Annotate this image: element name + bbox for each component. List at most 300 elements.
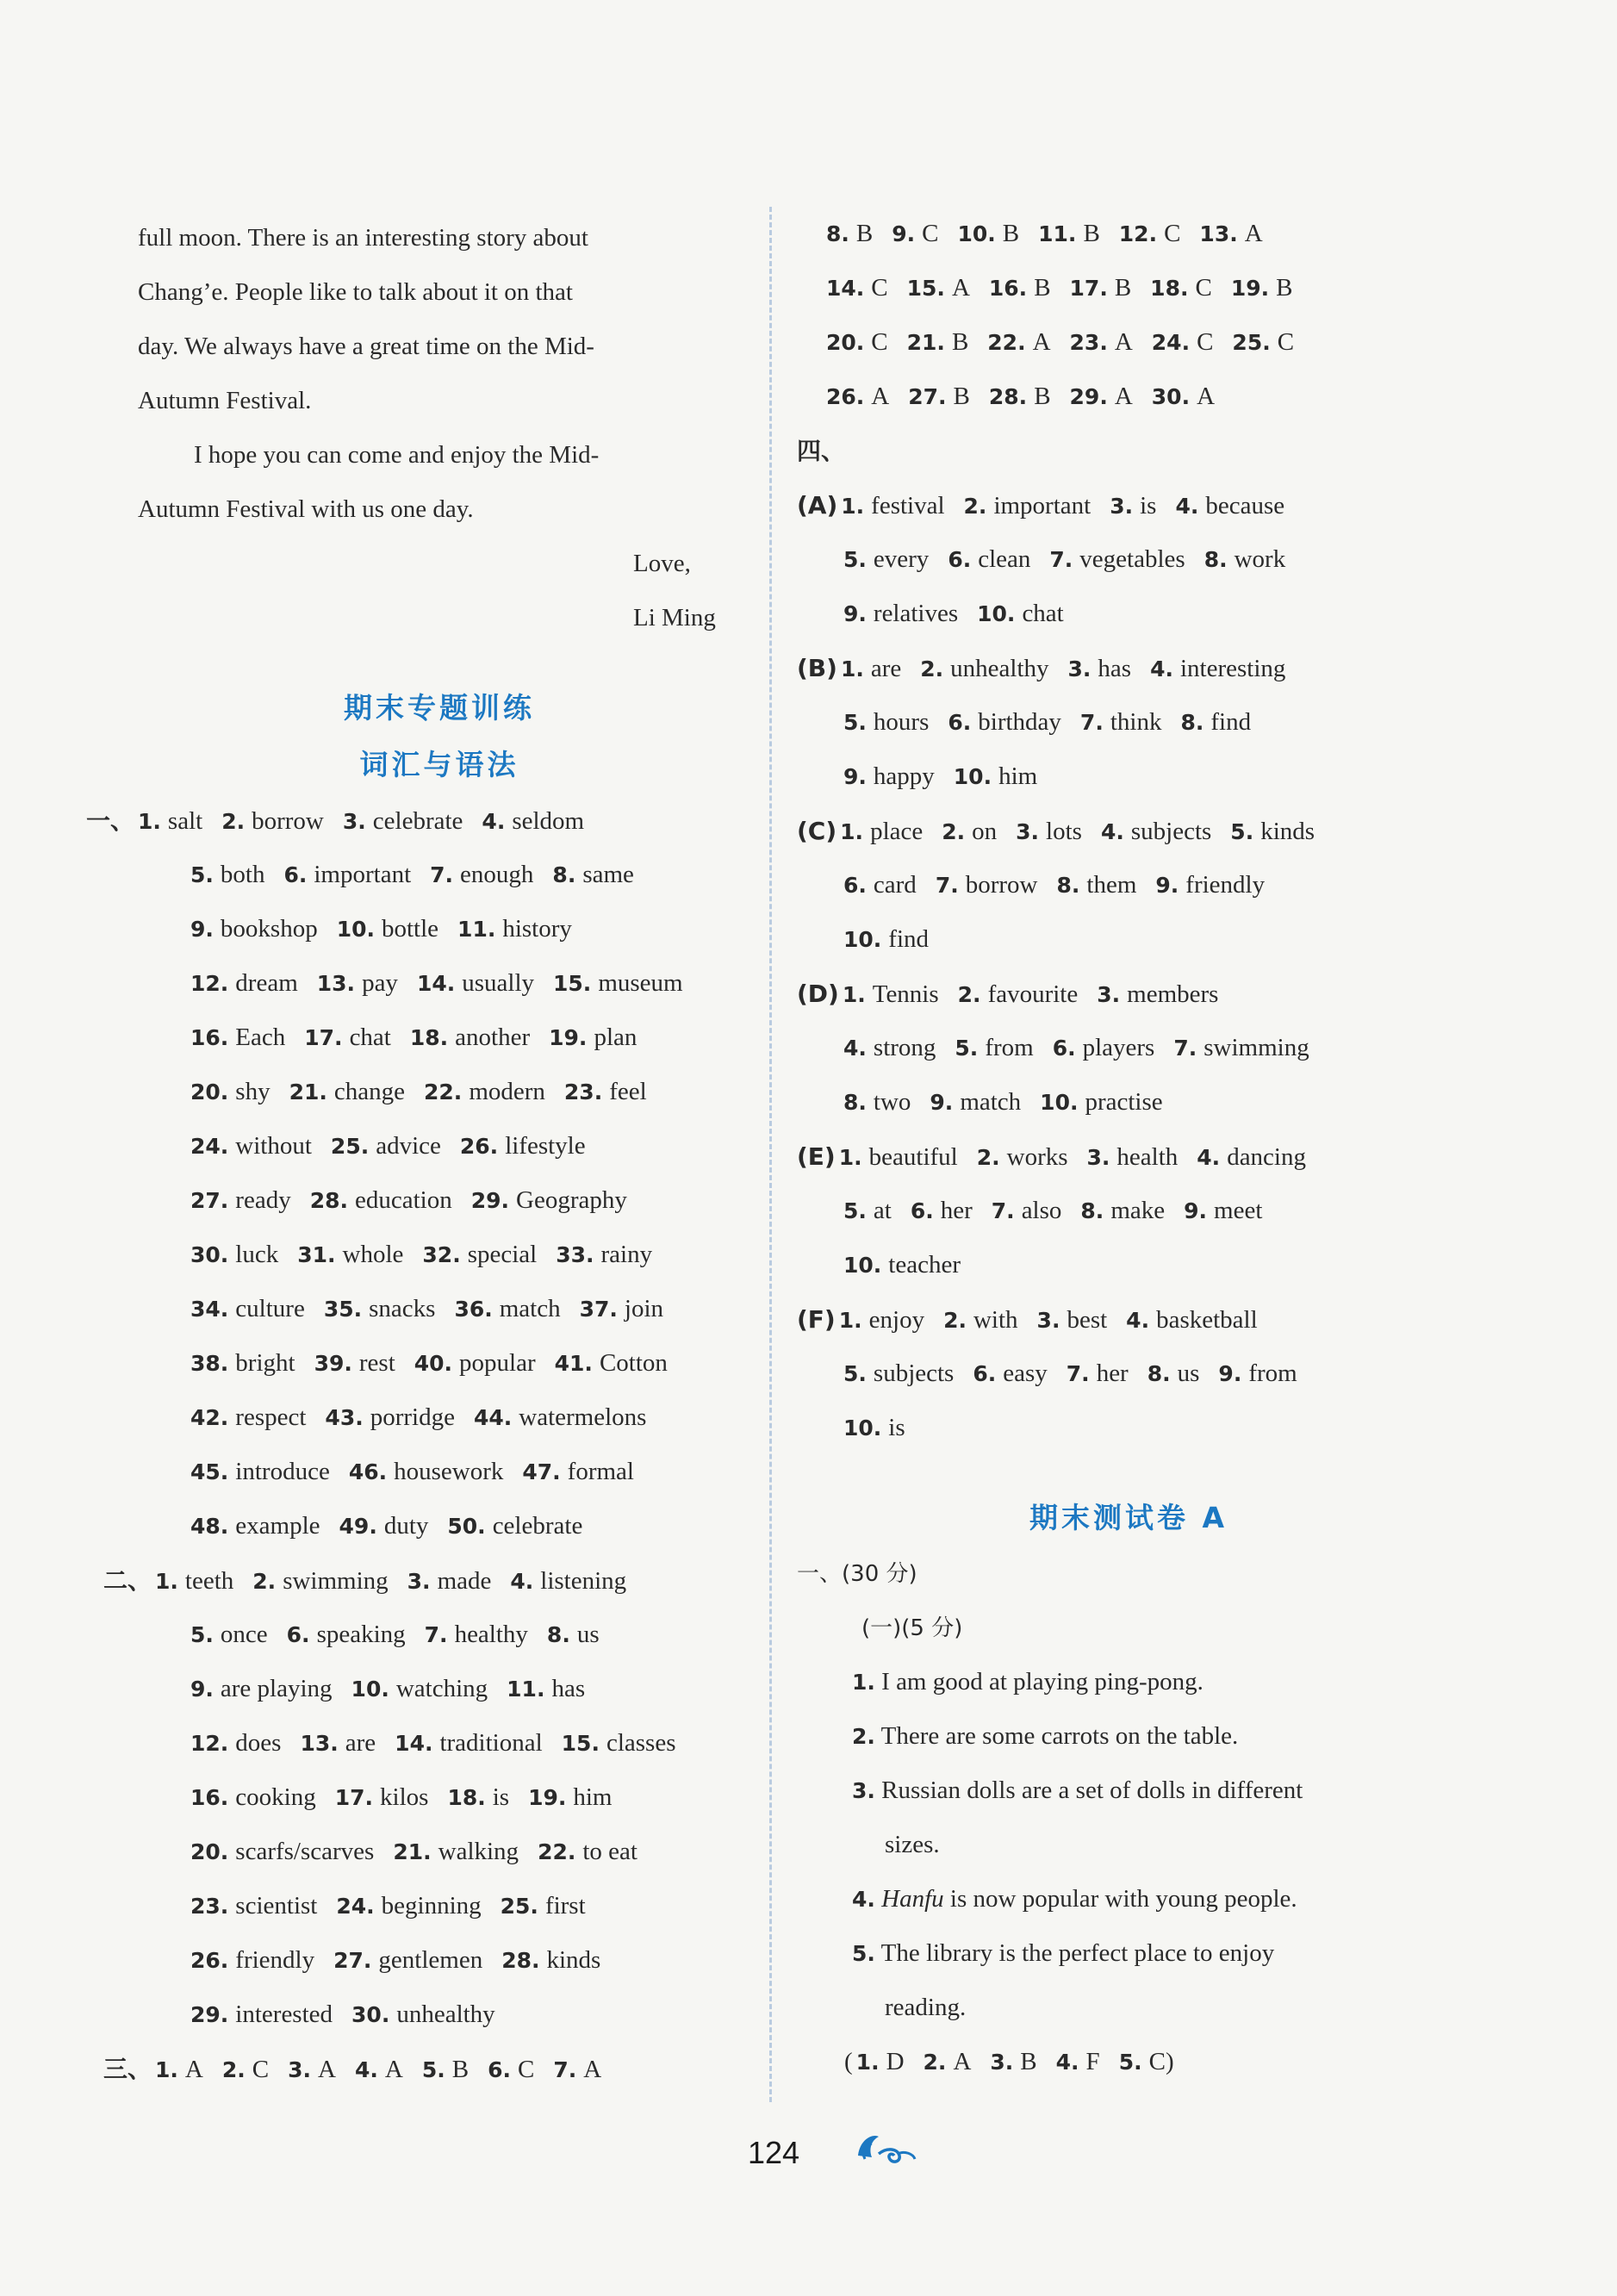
answer-number: 10.	[843, 1253, 882, 1278]
answer-number: 7.	[424, 1622, 448, 1647]
answer-number: 3.	[1110, 494, 1134, 519]
answer-value: easy	[1003, 1360, 1048, 1387]
answer-number: 10.	[1040, 1090, 1079, 1115]
answer-row	[138, 1282, 741, 1336]
answer-value: subjects	[1130, 818, 1212, 845]
answer-number: 36.	[454, 1297, 493, 1322]
answer-number: 11.	[1038, 221, 1077, 246]
answer-number: 29.	[470, 1188, 510, 1213]
answer-number: 6.	[283, 862, 308, 887]
answer-value: advice	[376, 1132, 441, 1160]
letter-line: Autumn Festival with us one day.	[138, 495, 474, 523]
answer-value: C	[518, 2056, 535, 2083]
answer-row	[138, 1825, 741, 1879]
answer-value: strong	[873, 1034, 936, 1061]
answer-value: is	[492, 1783, 510, 1811]
answer-value: Cotton	[599, 1349, 668, 1377]
answer-value: rainy	[600, 1241, 653, 1268]
answer-number: 25.	[330, 1134, 370, 1159]
section-subtitle: 词汇与语法	[359, 748, 519, 781]
answer-number: 9.	[1155, 873, 1179, 898]
answer-number: 26.	[190, 1948, 229, 1973]
answer-number: 41.	[554, 1351, 593, 1376]
answer-value: important	[314, 861, 412, 888]
answer-value: him	[998, 762, 1038, 790]
letter-line: Chang’e. People like to talk about it on that	[138, 278, 573, 306]
answer-value: with	[973, 1306, 1018, 1334]
answer-value: usually	[462, 969, 535, 997]
answer-number: 2.	[221, 809, 246, 834]
test-sub-label: (一)(5 分)	[861, 1615, 963, 1641]
answer-value: B	[451, 2056, 470, 2083]
test-item-line	[797, 1709, 1460, 1764]
answer-value: celebrate	[372, 807, 463, 835]
answer-value: dream	[235, 969, 298, 997]
answer-value: us	[1177, 1360, 1200, 1387]
answer-row	[138, 1445, 741, 1499]
answer-value: are playing	[220, 1675, 333, 1702]
answer-number: 5.	[421, 2057, 445, 2082]
answer-number: 5.	[190, 1622, 214, 1647]
answer-value: porridge	[370, 1403, 455, 1431]
answer-number: 17.	[304, 1025, 343, 1050]
answer-value: lots	[1046, 818, 1082, 845]
answer-value: are	[345, 1729, 376, 1757]
answer-row	[797, 1238, 1460, 1292]
answer-number: 48.	[190, 1514, 229, 1539]
answer-value: C	[1195, 274, 1212, 302]
answer-number: 9.	[190, 1677, 214, 1702]
answer-value: to eat	[582, 1838, 637, 1865]
answer-number: 31.	[297, 1242, 336, 1267]
answer-row	[797, 478, 1460, 532]
test-part-label: 一、	[797, 1561, 843, 1587]
answer-number: 1.	[838, 1308, 862, 1333]
part4-answers	[797, 424, 1460, 1455]
answer-value: housework	[394, 1458, 504, 1485]
answer-number: 1.	[842, 982, 866, 1007]
answer-value: once	[220, 1621, 268, 1648]
answer-value: B	[1020, 2048, 1037, 2075]
answer-number: 19.	[1230, 276, 1270, 301]
answer-row	[797, 750, 1460, 804]
answer-number: 4.	[354, 2057, 378, 2082]
answer-row	[797, 695, 1460, 750]
answer-value: place	[870, 818, 924, 845]
answer-value: her	[940, 1197, 973, 1224]
answer-value: salt	[167, 807, 203, 835]
answer-value: introduce	[235, 1458, 330, 1485]
answer-number: 4.	[1126, 1308, 1150, 1333]
answer-value: important	[993, 492, 1091, 520]
part1-answers	[86, 793, 741, 1553]
answer-value: healthy	[454, 1621, 528, 1648]
answer-row	[797, 261, 1460, 315]
answer-row	[138, 902, 741, 956]
answer-number: 20.	[826, 330, 865, 355]
answer-value: enough	[460, 861, 534, 888]
answer-value: hours	[873, 708, 930, 736]
answer-row	[138, 1011, 741, 1065]
answer-value: friendly	[235, 1946, 315, 1974]
answer-value: unhealthy	[396, 2000, 495, 2028]
answer-value: beginning	[381, 1892, 482, 1920]
page-logo-icon	[853, 2128, 922, 2167]
answer-number: 7.	[991, 1198, 1015, 1223]
answer-value: D	[886, 2048, 905, 2075]
answer-value: Geography	[516, 1186, 627, 1214]
test-item-italic: Hanfu	[881, 1885, 944, 1913]
answer-number: 28.	[988, 384, 1028, 409]
answer-row	[797, 858, 1460, 912]
answer-number: 7.	[1049, 547, 1073, 572]
answer-row	[138, 956, 741, 1011]
answer-number: 19.	[528, 1785, 567, 1810]
answer-number: 3.	[288, 2057, 312, 2082]
answer-number: 9.	[843, 764, 867, 789]
answer-number: 9.	[843, 601, 867, 626]
answer-value: Each	[235, 1024, 286, 1051]
answer-number: 10.	[336, 917, 375, 942]
answer-value: gentlemen	[378, 1946, 483, 1974]
left-column	[86, 211, 741, 2096]
answer-number: 45.	[190, 1459, 229, 1484]
answer-value: from	[985, 1034, 1034, 1061]
answer-value: B	[1034, 383, 1051, 410]
answer-number: 5.	[843, 710, 867, 735]
answer-value: first	[544, 1892, 586, 1920]
answer-number: 28.	[501, 1948, 540, 1973]
answer-value: them	[1086, 871, 1137, 899]
answer-value: watermelons	[519, 1403, 647, 1431]
answer-number: 20.	[190, 1839, 229, 1864]
answer-value: lifestyle	[505, 1132, 586, 1160]
answer-number: 6.	[488, 2057, 511, 2082]
answer-value: beautiful	[868, 1143, 958, 1171]
answer-number: 28.	[309, 1188, 348, 1213]
answer-number: 4.	[1197, 1145, 1221, 1170]
answer-number: 7.	[553, 2057, 577, 2082]
answer-number: 30.	[351, 2002, 390, 2027]
answer-number: 3.	[407, 1569, 431, 1594]
answer-row	[797, 967, 1460, 1021]
answer-number: 35.	[323, 1297, 363, 1322]
answer-value: C	[1277, 328, 1295, 356]
answer-value: A	[1244, 220, 1263, 247]
answer-value: match	[499, 1295, 561, 1322]
answer-row	[138, 1119, 741, 1173]
answer-number: 40.	[414, 1351, 453, 1376]
answer-row	[797, 1347, 1460, 1401]
answer-value: duty	[383, 1512, 429, 1540]
answer-value: also	[1021, 1197, 1062, 1224]
answer-row	[138, 1065, 741, 1119]
test-item-number: 4.	[852, 1887, 875, 1912]
answer-value: basketball	[1156, 1306, 1258, 1334]
answer-number: 26.	[826, 384, 865, 409]
answer-value: A	[384, 2056, 403, 2083]
answer-value: enjoy	[868, 1306, 925, 1334]
answer-row	[138, 1716, 741, 1770]
answer-number: 2.	[976, 1145, 1000, 1170]
answer-number: 8.	[546, 1622, 570, 1647]
answer-value: subjects	[873, 1360, 955, 1387]
answer-number: 1.	[155, 1569, 178, 1594]
answer-value: luck	[235, 1241, 279, 1268]
answer-number: 8.	[1147, 1361, 1171, 1386]
answer-number: 20.	[190, 1080, 229, 1104]
answer-row	[138, 1770, 741, 1825]
answer-number: 8.	[552, 862, 576, 887]
answer-value: bright	[235, 1349, 295, 1377]
answer-number: 29.	[190, 2002, 229, 2027]
test-items	[797, 1655, 1460, 2089]
answer-value: interesting	[1180, 655, 1286, 682]
answer-number: 29.	[1069, 384, 1108, 409]
answer-number: 15.	[906, 276, 945, 301]
answer-number: 2.	[252, 1569, 277, 1594]
answer-value: A	[1197, 383, 1216, 410]
test-part-heading	[797, 1546, 1460, 1601]
answer-value: A	[871, 383, 890, 410]
answer-number: 12.	[190, 971, 229, 996]
test-part-score: (30 分)	[842, 1561, 917, 1587]
answer-number: 2.	[963, 494, 987, 519]
answer-value: culture	[235, 1295, 305, 1322]
group-label: (A)	[797, 491, 838, 520]
answer-value: swimming	[1203, 1034, 1309, 1061]
answer-number: 34.	[190, 1297, 229, 1322]
answer-number: 4.	[510, 1569, 534, 1594]
part-label: 一、	[86, 806, 135, 835]
answer-value: B	[1034, 274, 1051, 302]
answer-row	[138, 848, 741, 902]
answer-number: 6.	[910, 1198, 934, 1223]
answer-value: formal	[567, 1458, 634, 1485]
answer-value: A	[953, 2048, 972, 2075]
answer-value: without	[235, 1132, 312, 1160]
answer-number: 24.	[190, 1134, 229, 1159]
answer-number: 22.	[424, 1080, 463, 1104]
group-label: (F)	[797, 1305, 836, 1334]
answer-number: 32.	[422, 1242, 461, 1267]
answer-value: at	[873, 1197, 892, 1224]
answer-row	[138, 1988, 741, 2042]
answer-value: watching	[395, 1675, 488, 1702]
answer-value: B	[1276, 274, 1293, 302]
answer-number: 50.	[447, 1514, 486, 1539]
answer-number: 7.	[430, 862, 454, 887]
answer-number: 7.	[1079, 710, 1104, 735]
answer-number: 2.	[943, 1308, 967, 1333]
answer-number: 9.	[930, 1090, 954, 1115]
answer-number: 13.	[316, 971, 356, 996]
answer-row	[797, 1401, 1460, 1455]
answer-row	[797, 1184, 1460, 1238]
section-title: 期末专题训练	[344, 691, 535, 725]
answer-number: 21.	[393, 1839, 432, 1864]
answer-value: seldom	[512, 807, 585, 835]
answer-number: 42.	[190, 1405, 229, 1430]
answer-number: 1.	[138, 809, 161, 834]
answer-value: snacks	[369, 1295, 436, 1322]
answer-value: chat	[349, 1024, 391, 1051]
answer-number: 15.	[553, 971, 592, 996]
answer-number: 33.	[556, 1242, 594, 1267]
part-label: 三、	[103, 2055, 152, 2083]
answer-number: 9.	[1218, 1361, 1242, 1386]
answer-number: 2.	[957, 982, 981, 1007]
test-item-number: 3.	[852, 1778, 875, 1803]
answer-number: 4.	[1175, 494, 1199, 519]
answer-number: 8.	[843, 1090, 867, 1115]
answer-value: teacher	[888, 1251, 961, 1279]
answer-value: kinds	[1260, 818, 1315, 845]
answer-number: 6.	[1052, 1036, 1076, 1061]
answer-value: A	[184, 2056, 203, 2083]
answer-number: 2.	[923, 2050, 947, 2075]
answer-number: 7.	[1066, 1361, 1090, 1386]
answer-value: health	[1116, 1143, 1179, 1171]
right-column	[797, 207, 1460, 2089]
answer-value: is	[1140, 492, 1157, 520]
answer-row	[797, 804, 1460, 858]
answer-number: 24.	[1151, 330, 1191, 355]
answer-value: C	[1197, 328, 1214, 356]
answer-row	[797, 1075, 1460, 1129]
answer-number: 7.	[935, 873, 959, 898]
answer-value: museum	[598, 969, 683, 997]
answer-number: 5.	[843, 1198, 867, 1223]
answer-value: bookshop	[220, 915, 318, 943]
test-item-line	[797, 1926, 1460, 1981]
answer-number: 23.	[190, 1894, 229, 1919]
answer-value: A	[583, 2056, 602, 2083]
test-item-text: sizes.	[885, 1831, 940, 1858]
answer-row	[797, 1292, 1460, 1347]
answer-value: work	[1234, 545, 1286, 573]
answer-number: 5.	[843, 1361, 867, 1386]
answer-value: interested	[235, 2000, 333, 2028]
test-item-text: is now popular with young people.	[949, 1885, 1297, 1913]
answer-number: 1.	[838, 1145, 862, 1170]
answer-value: vegetables	[1079, 545, 1185, 573]
answer-number: 10.	[843, 1416, 882, 1440]
answer-row	[138, 1499, 741, 1553]
page-number: 124	[748, 2135, 800, 2170]
part2-answers	[103, 1553, 741, 2042]
answer-value: scarfs/scarves	[235, 1838, 375, 1865]
answer-number: 4.	[1100, 819, 1124, 844]
answer-value: both	[220, 861, 265, 888]
test-item-number: 2.	[852, 1724, 875, 1749]
answer-value: borrow	[965, 871, 1038, 899]
answer-number: 3.	[1036, 1308, 1060, 1333]
answer-number: 13.	[300, 1731, 339, 1756]
answer-number: 49.	[339, 1514, 377, 1539]
answer-value: C	[1164, 220, 1181, 247]
answer-value: make	[1110, 1197, 1166, 1224]
answer-value: shy	[235, 1078, 271, 1105]
part3-answers-cont	[797, 207, 1460, 424]
answer-value: find	[1210, 708, 1252, 736]
answer-value: works	[1006, 1143, 1068, 1171]
test-item-text: The library is the perfect place to enjoy	[880, 1939, 1275, 1967]
answer-number: 10.	[957, 221, 996, 246]
answer-row	[797, 207, 1460, 261]
answer-value: F	[1085, 2048, 1100, 2075]
answer-number: 1.	[841, 494, 865, 519]
answer-value: chat	[1022, 600, 1064, 627]
answer-value: walking	[438, 1838, 519, 1865]
answer-value: B	[953, 383, 970, 410]
answer-number: 16.	[190, 1025, 229, 1050]
answer-number: 27.	[190, 1188, 229, 1213]
answer-number: 2.	[942, 819, 966, 844]
answer-number: 9.	[190, 917, 214, 942]
answer-number: 14.	[416, 971, 456, 996]
answer-number: 13.	[1199, 221, 1238, 246]
answer-value: players	[1082, 1034, 1155, 1061]
answer-value: ready	[235, 1186, 291, 1214]
answer-number: 3.	[1097, 982, 1121, 1007]
answer-value: history	[502, 915, 572, 943]
answer-value: meet	[1214, 1197, 1263, 1224]
answer-value: rest	[358, 1349, 395, 1377]
test-item-number: 5.	[852, 1941, 875, 1966]
answer-number: 11.	[507, 1677, 545, 1702]
answer-value: A	[1114, 328, 1133, 356]
answer-value: think	[1110, 708, 1162, 736]
answer-value: another	[455, 1024, 531, 1051]
part4-label: 四、	[797, 437, 846, 465]
answer-value: join	[624, 1295, 664, 1322]
answer-value: C	[871, 274, 888, 302]
answer-value: example	[235, 1512, 320, 1540]
answer-number: 46.	[348, 1459, 388, 1484]
answer-value: C	[252, 2056, 270, 2083]
answer-value: teeth	[184, 1567, 234, 1595]
answer-number: 19.	[549, 1025, 588, 1050]
test-item-text: reading.	[885, 1994, 967, 2021]
answer-value: same	[582, 861, 634, 888]
answer-value: cooking	[235, 1783, 316, 1811]
answer-number: 17.	[1069, 276, 1108, 301]
answer-value: Tennis	[872, 980, 939, 1008]
group-label: (D)	[797, 980, 839, 1008]
answer-value: C	[871, 328, 888, 356]
answer-value: relatives	[873, 600, 959, 627]
answer-value: B	[855, 220, 874, 247]
answer-row	[138, 1879, 741, 1933]
answer-number: 6.	[948, 547, 972, 572]
answer-value: B	[1083, 220, 1100, 247]
answer-value: A	[1114, 383, 1133, 410]
letter-line: I hope you can come and enjoy the Mid-	[194, 441, 600, 469]
answer-number: 1.	[155, 2057, 178, 2082]
answer-value: has	[551, 1675, 586, 1702]
test-item-text: I am good at playing ping-pong.	[881, 1668, 1203, 1696]
answer-value: us	[576, 1621, 600, 1648]
answer-number: 24.	[336, 1894, 375, 1919]
answer-value: him	[573, 1783, 613, 1811]
answer-number: 14.	[826, 276, 865, 301]
answer-number: 15.	[561, 1731, 600, 1756]
answer-row	[138, 1228, 741, 1282]
answer-value: happy	[873, 762, 935, 790]
answer-number: 10.	[843, 927, 882, 952]
answer-value: kilos	[380, 1783, 429, 1811]
